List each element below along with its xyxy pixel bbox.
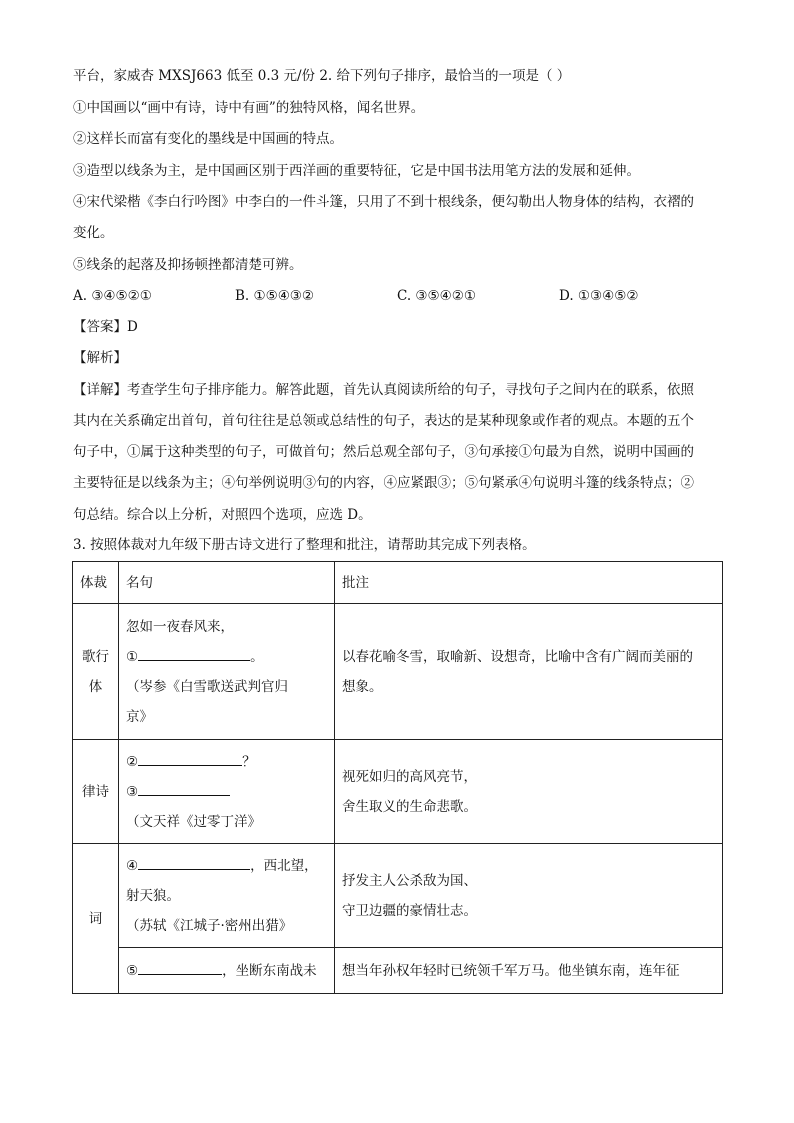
poetry-table (72, 561, 723, 994)
header-quote: 名句 (119, 562, 335, 604)
quote-line-blank-4 (126, 851, 327, 881)
option-a: A. ③④⑤②① (73, 288, 152, 304)
blank-number: ① (126, 648, 139, 665)
note-cell (335, 740, 723, 844)
genre-cell (73, 604, 119, 740)
header-genre: 体裁 (73, 562, 119, 604)
blank-number: ④ (126, 857, 139, 874)
genre-text: 体 (88, 678, 103, 695)
note-line: 守卫边疆的豪情壮志。 (342, 902, 477, 919)
answer-blank-4[interactable] (138, 855, 250, 870)
detail-line: 句子中，①属于这种类型的句子，可做首句；然后总观全部句子，③句承接①句最为自然，说明中国画的 (73, 444, 694, 460)
detail-line: 其内在关系确定出首句，首句往往是总领或总结性的句子，表达的是某种现象或作者的观点。本题的五个 (73, 413, 694, 429)
quote-cell (119, 948, 335, 994)
answer-blank-1[interactable] (138, 646, 250, 661)
blank-number: ② (126, 753, 139, 770)
genre-cell (73, 844, 119, 994)
answer-blank-2[interactable] (138, 751, 242, 766)
sentence-3: ③造型以线条为主，是中国画区别于西洋画的重要特征，它是中国书法用笔方法的发展和延伸。 (73, 163, 640, 179)
header-note: 批注 (335, 562, 723, 604)
genre-text: 歌行 (82, 648, 109, 665)
blank-suffix: ，坐断东南战未 (222, 962, 317, 979)
genre-cell (73, 740, 119, 844)
quote-cell (119, 604, 335, 740)
quote-source: （文天祥《过零丁洋》 (126, 813, 261, 830)
quote-source: （苏轼《江城子·密州出猎》 (126, 917, 293, 934)
note-line: 想象。 (342, 678, 383, 695)
blank-number: ⑤ (126, 962, 139, 979)
detail-line: 主要特征是以线条为主；④句举例说明③句的内容，④应紧跟③；⑤句紧承④句说明斗篷的线条特点；② (73, 475, 694, 491)
blank-suffix: ？ (242, 753, 256, 770)
table-row (73, 948, 723, 994)
answer-label: 【答案】D (73, 319, 138, 335)
sentence-2: ②这样长而富有变化的墨线是中国画的特点。 (73, 131, 343, 147)
note-cell (335, 604, 723, 740)
table-row (73, 844, 723, 948)
analysis-label: 【解析】 (73, 350, 127, 366)
quote-source: （岑参《白雪歌送武判官归 (126, 678, 288, 695)
blank-number: ③ (126, 783, 139, 800)
quote-line: 射天狼。 (126, 887, 180, 904)
question-2-header: 平台，家威杏 MXSJ663 低至 0.3 元/份 2. 给下列句子排序，最恰当的一项是（ ） (73, 68, 571, 84)
quote-source: 京》 (126, 708, 153, 725)
answer-blank-3[interactable] (138, 781, 230, 796)
note-line: 舍生取义的生命悲歌。 (342, 798, 477, 815)
table-row (73, 740, 723, 844)
answer-blank-5[interactable] (138, 960, 222, 975)
note-cell (335, 948, 723, 994)
quote-line-blank-2 (126, 747, 327, 777)
table-header-row (73, 562, 723, 604)
detail-line: 【详解】考查学生句子排序能力。解答此题，首先认真阅读所给的句子，寻找句子之间内在的联系，依照 (73, 382, 694, 398)
sentence-5: ⑤线条的起落及抑扬顿挫都清楚可辨。 (73, 257, 303, 273)
note-cell (335, 844, 723, 948)
question-3-title: 3. 按照体裁对九年级下册古诗文进行了整理和批注，请帮助其完成下列表格。 (73, 537, 536, 553)
blank-suffix: ，西北望， (250, 857, 318, 874)
quote-cell (119, 740, 335, 844)
note-line: 想当年孙权年轻时已统领千军万马。他坐镇东南，连年征 (342, 962, 680, 979)
genre-text: 律诗 (82, 783, 109, 800)
quote-line-blank-3 (126, 777, 327, 807)
genre-text: 词 (88, 910, 103, 927)
note-line: 视死如归的高风亮节， (342, 768, 477, 785)
quote-line: 忽如一夜春风来， (126, 618, 234, 635)
option-d: D. ①③④⑤② (559, 288, 639, 304)
note-line: 抒发主人公杀敌为国、 (342, 872, 477, 889)
detail-line: 句总结。综合以上分析，对照四个选项，应选 D。 (73, 507, 372, 523)
blank-suffix: 。 (250, 648, 264, 665)
sentence-4-cont: 变化。 (73, 225, 114, 241)
sentence-4: ④宋代梁楷《李白行吟图》中李白的一件斗篷，只用了不到十根线条，便勾勒出人物身体的结构，衣褶的 (73, 194, 694, 210)
quote-cell (119, 844, 335, 948)
sentence-1: ①中国画以“画中有诗，诗中有画”的独特风格，闻名世界。 (73, 100, 425, 116)
note-line: 以春花喻冬雪，取喻新、设想奇，比喻中含有广阔而美丽的 (342, 648, 693, 665)
quote-line-blank-5 (126, 956, 327, 986)
table-row (73, 604, 723, 740)
quote-line-blank-1 (126, 642, 327, 672)
option-b: B. ①⑤④③② (235, 288, 315, 304)
option-c: C. ③⑤④②① (397, 288, 476, 304)
